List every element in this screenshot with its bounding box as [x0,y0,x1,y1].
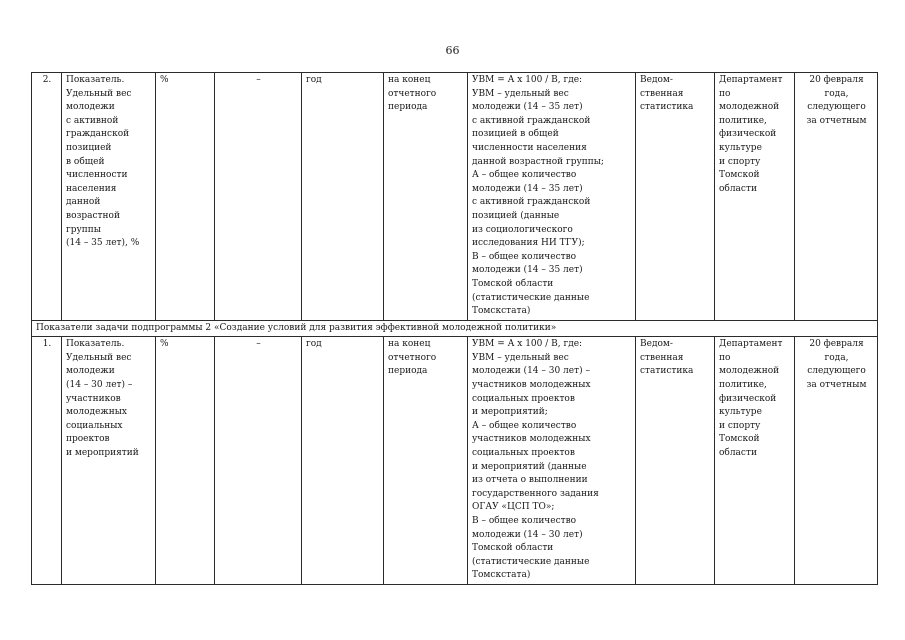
frequency-cell: год [302,337,384,585]
section-header-row [32,320,878,337]
method-cell: Ведом- ственная статистика [636,73,715,321]
deadline-cell: 20 февраля года, следующего за отчетным [795,73,878,321]
responsible-cell: Департамент по молодежной политике, физической культуре и спорту Томской области [715,337,795,585]
dash-cell: – [215,73,302,321]
table-row [32,73,878,321]
period-cell: на конец отчетного периода [384,73,468,321]
row-number: 1. [32,337,62,585]
frequency-cell: год [302,73,384,321]
indicator-name: Показатель. Удельный вес молодежи (14 – 30 лет) – участников молодежных социальных проектов и мероприятий [62,337,156,585]
page-number: 66 [445,44,460,57]
period-cell: на конец отчетного периода [384,337,468,585]
unit-cell: % [156,73,215,321]
method-cell: Ведом- ственная статистика [636,337,715,585]
formula-cell: УВМ = А х 100 / В, где: УВМ – удельный вес молодежи (14 – 35 лет) с активной гражданской позицией в общей численности населения данной возрастной группы; А – общее количество молодежи (14 – 35 лет) с активной гражданской позицией (данные из социологического исследования НИ ТГУ); В – общее количество молодежи (14 – 35 лет) Томской области (статистические данные Томскстата) [468,73,636,321]
responsible-cell: Департамент по молодежной политике, физической культуре и спорту Томской области [715,73,795,321]
formula-cell: УВМ = А х 100 / В, где: УВМ – удельный вес молодежи (14 – 30 лет) – участников молодежных социальных проектов и мероприятий; А – общее количество участников молодежных социальных проектов и мероприятий (данные из отчета о выполнении государственного задания ОГАУ «ЦСП ТО»; В – общее количество молодежи (14 – 30 лет) Томской области (статистические данные Томскстата) [468,337,636,585]
section-header: Показатели задачи подпрограммы 2 «Создание условий для развития эффективной молодежной политики» [32,320,878,337]
table-row [32,337,878,585]
unit-cell: % [156,337,215,585]
dash-cell: – [215,337,302,585]
deadline-cell: 20 февраля года, следующего за отчетным [795,337,878,585]
row-number: 2. [32,73,62,321]
indicators-table [31,72,878,585]
indicator-name: Показатель. Удельный вес молодежи с активной гражданской позицией в общей численности населения данной возрастной группы (14 – 35 лет), % [62,73,156,321]
